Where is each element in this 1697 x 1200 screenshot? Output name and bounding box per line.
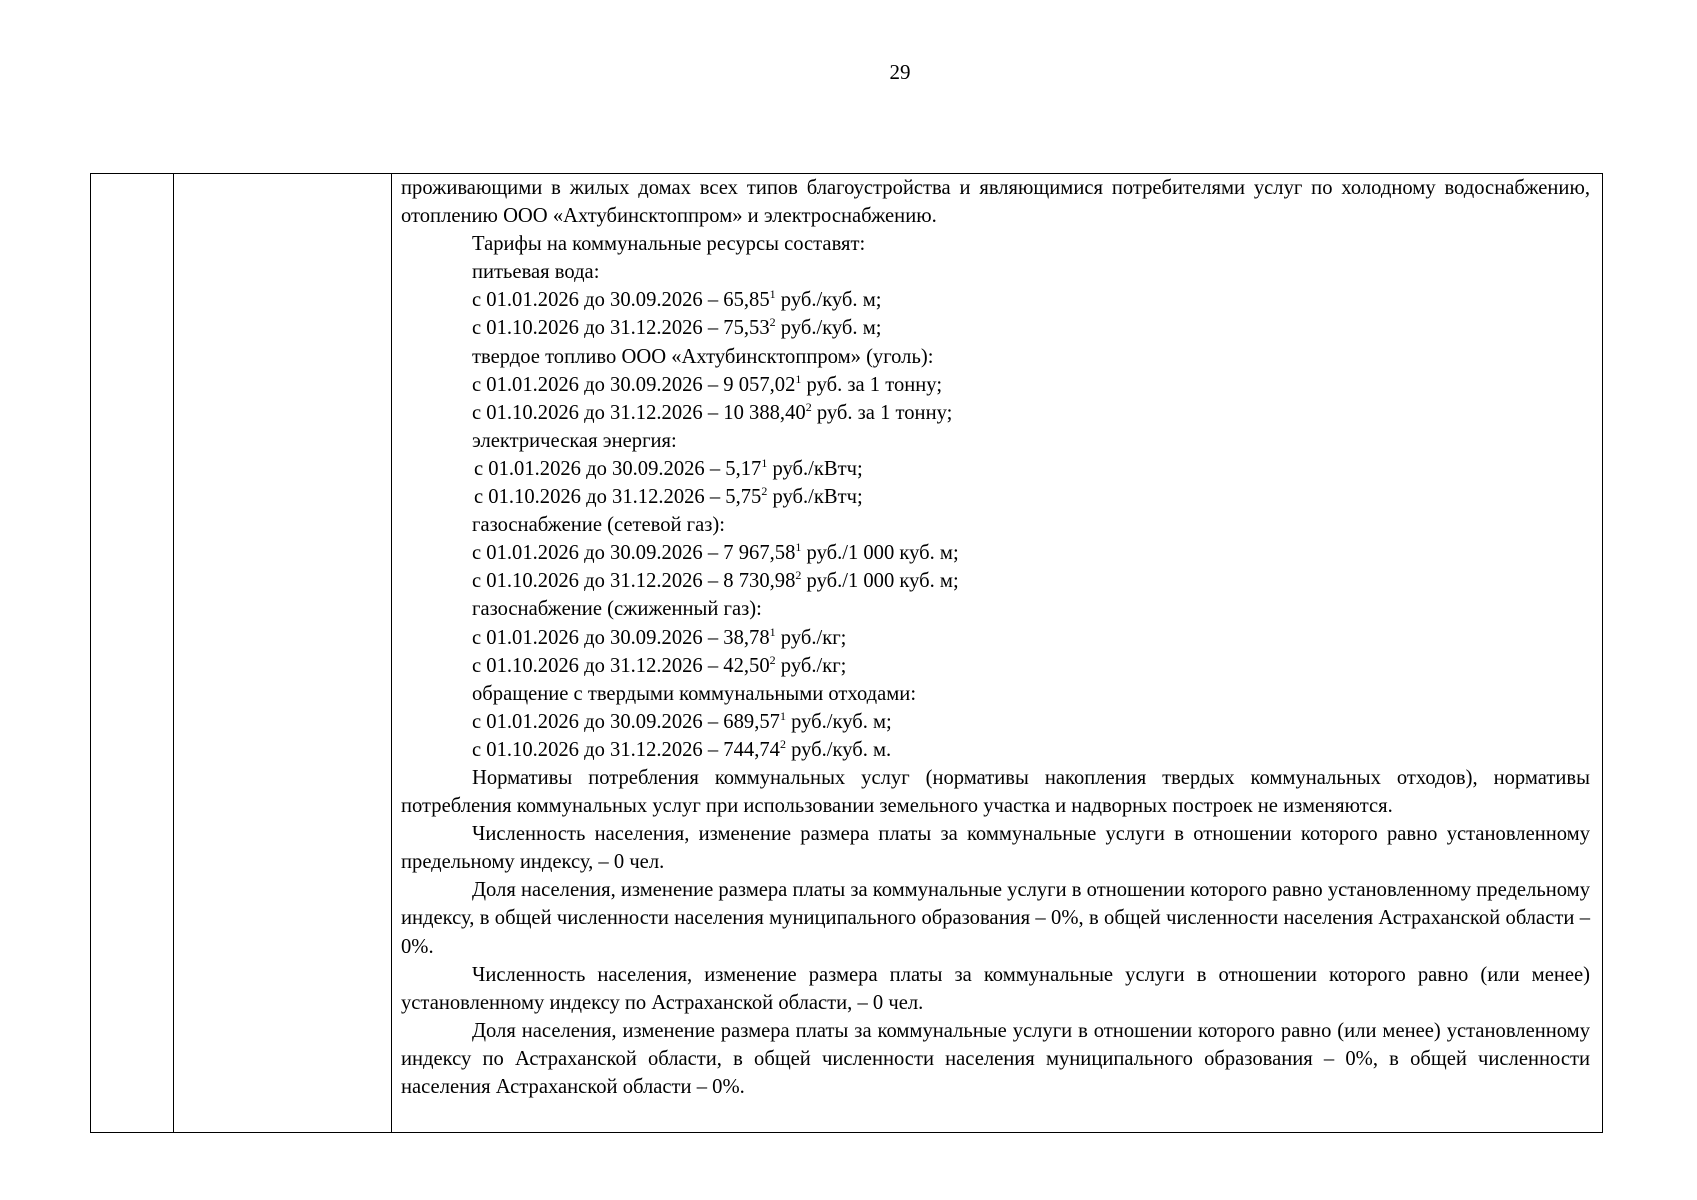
tariff-group-label: твердое топливо ООО «Ахтубинсктоппром» (уголь): bbox=[472, 345, 934, 368]
footnote-mark: 2 bbox=[761, 484, 768, 499]
tariff-rate: с 01.01.2026 до 30.09.2026 – 65,85$^1$ руб./куб. м; bbox=[472, 287, 882, 312]
document-table bbox=[90, 173, 1603, 1133]
footnote-mark: 2 bbox=[805, 399, 812, 414]
intro-paragraph: проживающими в жилых домах всех типов благоустройства и являющимися потребителями услуг по холодному водоснабжению, отоплению ООО «Ахтубинсктоппром» и электроснабжению. bbox=[401, 177, 1590, 228]
tariff-group-label: обращение с твердыми коммунальными отходами: bbox=[472, 682, 917, 705]
tariff-group-label: газоснабжение (сетевой газ): bbox=[472, 514, 725, 537]
tariff-rate: с 01.01.2026 до 30.09.2026 – 7 967,58$^1$ руб./1 000 куб. м; bbox=[472, 540, 959, 565]
table-text-cell bbox=[401, 174, 1590, 1101]
column-divider bbox=[391, 174, 392, 1132]
footnote-mark: 1 bbox=[795, 371, 802, 386]
tariff-rate: с 01.10.2026 до 31.12.2026 – 75,53$^2$ руб./куб. м; bbox=[472, 315, 882, 340]
tariff-group-label: электрическая энергия: bbox=[472, 429, 677, 452]
tariff-rate: с 01.01.2026 до 30.09.2026 – 5,17$^1$ руб./кВтч; bbox=[474, 455, 863, 480]
footnote-mark: 1 bbox=[795, 540, 802, 555]
tariff-rate: с 01.10.2026 до 31.12.2026 – 744,74$^2$ руб./куб. м. bbox=[472, 736, 892, 761]
tariff-rate: с 01.01.2026 до 30.09.2026 – 38,78$^1$ руб./кг; bbox=[472, 624, 847, 649]
tariff-rate: с 01.01.2026 до 30.09.2026 – 689,57$^1$ руб./куб. м; bbox=[472, 708, 892, 733]
column-divider bbox=[173, 174, 174, 1132]
tariff-group-label: питьевая вода: bbox=[472, 261, 600, 284]
body-paragraph: Доля населения, изменение размера платы за коммунальные услуги в отношении которого равно установленному предельному индексу, в общей численности населения муниципального образования – 0%, в общей численности населения Астраханской области – 0%. bbox=[401, 879, 1590, 958]
footnote-mark: 1 bbox=[779, 708, 786, 723]
body-paragraph: Нормативы потребления коммунальных услуг (нормативы накопления твердых коммунальных отходов), нормативы потребления коммунальных услуг при использовании земельного участка и надворных построек не изменяются. bbox=[401, 766, 1590, 818]
footnote-mark: 1 bbox=[769, 624, 776, 639]
tariff-group-label: газоснабжение (сжиженный газ): bbox=[472, 598, 762, 621]
tariff-rate: с 01.10.2026 до 31.12.2026 – 10 388,40$^2$ руб. за 1 тонну; bbox=[472, 399, 953, 424]
body-paragraph: Доля населения, изменение размера платы за коммунальные услуги в отношении которого равно (или менее) установленному индексу по Астраханской области, в общей численности населения муниципального образования – 0%, в общей численности населения Астраханской области – 0%. bbox=[401, 1019, 1590, 1098]
body-paragraph: Численность населения, изменение размера платы за коммунальные услуги в отношении которого равно установленному предельному индексу, – 0 чел. bbox=[401, 823, 1590, 874]
footnote-mark: 1 bbox=[761, 455, 768, 470]
footnote-mark: 2 bbox=[795, 568, 802, 583]
body-paragraph: Численность населения, изменение размера платы за коммунальные услуги в отношении которого равно (или менее) установленному индексу по Астраханской области, – 0 чел. bbox=[401, 963, 1590, 1014]
footnote-mark: 2 bbox=[769, 652, 776, 667]
tariff-rate: с 01.10.2026 до 31.12.2026 – 8 730,98$^2$ руб./1 000 куб. м; bbox=[472, 568, 959, 593]
tariff-rate: с 01.10.2026 до 31.12.2026 – 5,75$^2$ руб./кВтч; bbox=[474, 484, 863, 509]
page-number: 29 bbox=[889, 60, 911, 84]
footnote-mark: 1 bbox=[769, 287, 776, 302]
footnote-mark: 2 bbox=[769, 315, 776, 330]
tariffs-heading: Тарифы на коммунальные ресурсы составят: bbox=[472, 233, 866, 256]
tariff-rate: с 01.01.2026 до 30.09.2026 – 9 057,02$^1$ руб. за 1 тонну; bbox=[472, 371, 943, 396]
footnote-mark: 2 bbox=[779, 736, 786, 751]
tariff-rate: с 01.10.2026 до 31.12.2026 – 42,50$^2$ руб./кг; bbox=[472, 652, 847, 677]
